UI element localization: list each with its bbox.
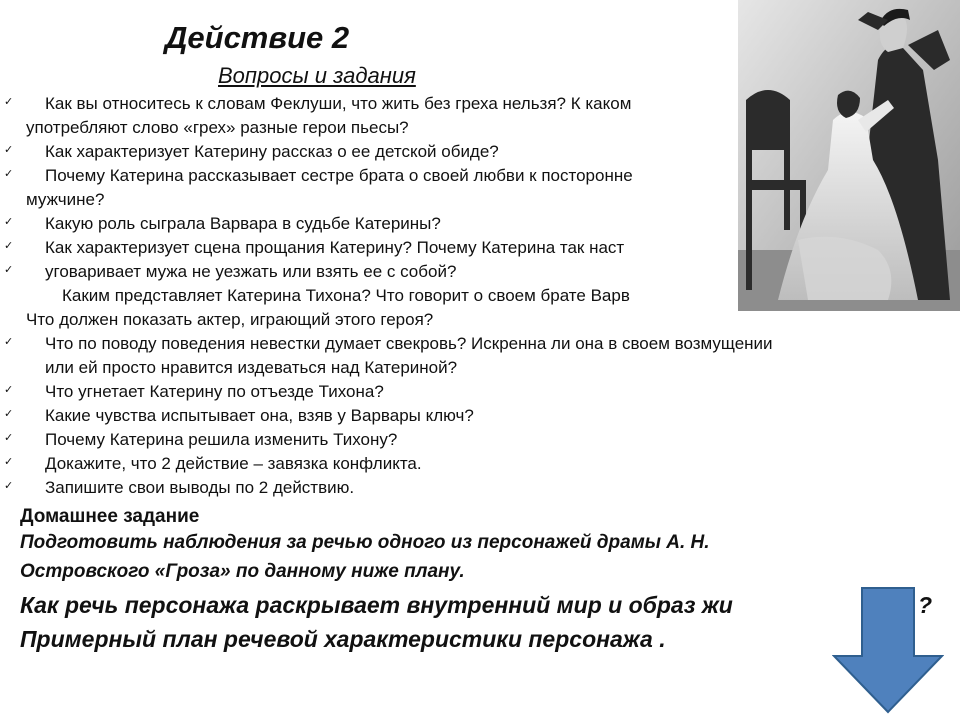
question-item: Как характеризует Катерину рассказ о ее детской обиде? [45, 142, 499, 161]
check-icon: ✓ [4, 96, 14, 108]
homework-plan: Примерный план речевой характеристики персонажа . [20, 626, 666, 652]
check-icon: ✓ [4, 336, 14, 348]
homework-line: Островского «Гроза» по данному ниже плану. [20, 561, 465, 582]
question-item: Что по поводу поведения невестки думает свекровь? Искренна ли она в своем возмущении [45, 334, 773, 353]
question-item: Что должен показать актер, играющий этого героя? [26, 310, 434, 329]
homework-line: Подготовить наблюдения за речью одного из персонажей драмы А. Н. [20, 532, 710, 553]
check-icon: ✓ [4, 168, 14, 180]
slide-subtitle: Вопросы и задания [218, 63, 416, 88]
question-item: употребляют слово «грех» разные герои пьесы? [26, 118, 409, 137]
question-item: или ей просто нравится издеваться над Катериной? [45, 358, 458, 377]
engraving-drawing [738, 0, 960, 311]
question-item: Как характеризует сцена прощания Катерину? Почему Катерина так наст [45, 238, 625, 257]
check-icon: ✓ [4, 408, 14, 420]
question-item: Почему Катерина решила изменить Тихону? [45, 430, 398, 449]
slide-title: Действие 2 [165, 20, 350, 55]
question-item: уговаривает мужа не уезжать или взять ее с собой? [45, 262, 457, 281]
question-item: Какую роль сыграла Варвара в судьбе Катерины? [45, 214, 441, 233]
check-icon: ✓ [4, 216, 14, 228]
question-item: мужчине? [26, 190, 105, 209]
question-item: Какие чувства испытывает она, взяв у Варвары ключ? [45, 406, 474, 425]
down-arrow-icon[interactable] [832, 586, 944, 714]
illustration-image [738, 0, 960, 311]
question-item: Как вы относитесь к словам Феклуши, что жить без греха нельзя? К каком [45, 94, 632, 113]
check-icon: ✓ [4, 384, 14, 396]
question-item: Почему Катерина рассказывает сестре брата о своей любви к посторонне [45, 166, 633, 185]
check-icon: ✓ [4, 264, 14, 276]
question-item: Что угнетает Катерину по отъезде Тихона? [45, 382, 384, 401]
check-icon: ✓ [4, 144, 14, 156]
question-item: Запишите свои выводы по 2 действию. [45, 478, 355, 497]
question-item: Докажите, что 2 действие – завязка конфликта. [45, 454, 422, 473]
question-item: Каким представляет Катерина Тихона? Что говорит о своем брате Варв [62, 286, 630, 305]
homework-question: Как речь персонажа раскрывает внутренний мир и образ жи [20, 592, 733, 618]
check-icon: ✓ [4, 240, 14, 252]
down-arrow-shape [832, 586, 944, 714]
homework-question-end: ? [918, 592, 933, 618]
down-arrow-path [834, 588, 942, 712]
check-icon: ✓ [4, 480, 14, 492]
homework-heading: Домашнее задание [20, 506, 200, 527]
check-icon: ✓ [4, 432, 14, 444]
check-icon: ✓ [4, 456, 14, 468]
